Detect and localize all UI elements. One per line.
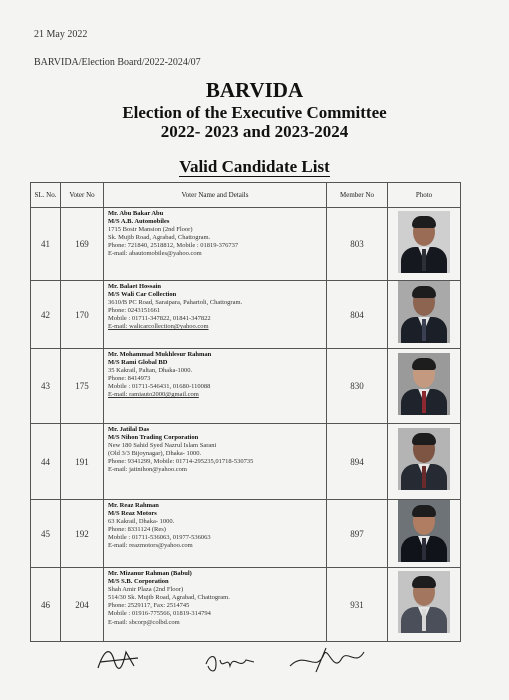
sl-no: 42 xyxy=(31,281,61,349)
company-name: M/S Nihon Trading Corporation xyxy=(108,434,199,442)
signature-1 xyxy=(90,640,150,676)
reference-number: BARVIDA/Election Board/2022-2024/07 xyxy=(34,57,201,68)
table-header-row xyxy=(31,183,461,208)
table-row xyxy=(31,208,461,281)
detail-line: Mobile : 01711-546431, 01680-110088 xyxy=(108,383,211,391)
photo-cell xyxy=(388,208,461,281)
election-title: Election of the Executive Committee xyxy=(122,103,387,122)
photo-cell xyxy=(388,281,461,349)
member-no: 804 xyxy=(327,281,388,349)
organization-title: BARVIDA xyxy=(205,78,304,102)
table-row xyxy=(31,281,461,349)
document-date: 21 May 2022 xyxy=(34,29,88,40)
detail-line: New 180 Sahid Syed Nazrul Islam Sarani xyxy=(108,442,217,450)
email-line: E-mail: jatinihon@yahoo.com xyxy=(108,466,187,474)
col-member-no: Member No xyxy=(327,183,388,208)
detail-line: Shah Amir Plaza (2nd Floor) xyxy=(108,586,184,594)
candidate-table xyxy=(30,182,461,642)
detail-line: Phone: 9341299, Mobile: 01714-295235,01718-530735 xyxy=(108,458,254,466)
company-name: M/S Wali Car Collection xyxy=(108,291,177,299)
candidate-name: Mr. Abu Bakar Abu xyxy=(108,210,164,217)
detail-line: (Old 3/3 Bijoynagar), Dhaka- 1000. xyxy=(108,450,202,458)
voter-no: 170 xyxy=(61,281,104,349)
col-voter-no: Voter No xyxy=(61,183,104,208)
voter-no: 191 xyxy=(61,424,104,500)
photo-cell xyxy=(388,349,461,424)
candidate-name: Mr. Jatilal Das xyxy=(108,426,150,433)
sl-no: 43 xyxy=(31,349,61,424)
sl-no: 45 xyxy=(31,500,61,568)
photo-cell xyxy=(388,500,461,568)
table-row xyxy=(31,424,461,500)
photo-cell xyxy=(388,424,461,500)
candidate-name: Mr. Reaz Rahman xyxy=(108,502,159,509)
voter-no: 204 xyxy=(61,568,104,642)
candidate-name: Mr. Mizanur Rahman (Babul) xyxy=(108,570,192,577)
company-name: M/S Reaz Motors xyxy=(108,510,157,518)
voter-no: 175 xyxy=(61,349,104,424)
detail-line: Mobile : 01711-536063, 01977-536063 xyxy=(108,534,211,542)
sl-no: 44 xyxy=(31,424,61,500)
detail-line: Phone: 8414973 xyxy=(108,375,151,383)
sl-no: 41 xyxy=(31,208,61,281)
election-years: 2022- 2023 and 2023-2024 xyxy=(160,122,349,141)
member-no: 803 xyxy=(327,208,388,281)
candidate-photo xyxy=(398,211,450,273)
email-line: E-mail: reazmotors@yahoo.com xyxy=(108,542,193,550)
company-name: M/S Rami Global BD xyxy=(108,359,168,367)
email-line: E-mail: sbcorp@colbd.com xyxy=(108,618,180,626)
voter-details xyxy=(104,500,327,568)
detail-line: Phone: 721840, 2518812, Mobile : 01819-376737 xyxy=(108,242,239,250)
list-title: Valid Candidate List xyxy=(179,157,330,176)
voter-details xyxy=(104,208,327,281)
member-no: 830 xyxy=(327,349,388,424)
signature-3 xyxy=(286,644,366,678)
col-photo: Photo xyxy=(388,183,461,208)
signature-2 xyxy=(200,646,260,676)
candidate-name: Mr. Balaet Hossain xyxy=(108,283,162,290)
candidate-photo xyxy=(398,281,450,343)
candidate-photo xyxy=(398,353,450,415)
table-row xyxy=(31,500,461,568)
detail-line: 1715 Bosir Mansion (2nd Floor) xyxy=(108,226,193,234)
member-no: 897 xyxy=(327,500,388,568)
voter-details xyxy=(104,281,327,349)
voter-details xyxy=(104,424,327,500)
voter-details xyxy=(104,349,327,424)
detail-line: Phone: 8331124 (Res) xyxy=(108,526,166,534)
voter-no: 169 xyxy=(61,208,104,281)
voter-details xyxy=(104,568,327,642)
col-sl: SL. No. xyxy=(31,183,61,208)
candidate-photo xyxy=(398,500,450,562)
table-row xyxy=(31,568,461,642)
detail-line: Phone: 2529117, Fax: 2514745 xyxy=(108,602,190,610)
detail-line: Mobile : 01916-775566, 01819-314794 xyxy=(108,610,211,618)
detail-line: Mobile : 01711-347822, 01841-347822 xyxy=(108,315,211,323)
email-line: E-mail: abautomobiles@yahoo.com xyxy=(108,250,202,258)
voter-no: 192 xyxy=(61,500,104,568)
member-no: 931 xyxy=(327,568,388,642)
candidate-name: Mr. Mohammad Mukhlesur Rahman xyxy=(108,351,212,358)
detail-line: Phone: 0243151661 xyxy=(108,307,161,315)
candidate-photo xyxy=(398,428,450,490)
detail-line: 63 Kakrail, Dhaka- 1000. xyxy=(108,518,175,526)
candidate-photo xyxy=(398,571,450,633)
table-row xyxy=(31,349,461,424)
email-line: E-mail: ramiauto2000@gmail.com xyxy=(108,391,199,399)
col-details: Voter Name and Details xyxy=(104,183,327,208)
company-name: M/S A.B. Automobiles xyxy=(108,218,170,226)
email-line: E-mail: walicarcollection@yahoo.com xyxy=(108,323,209,331)
detail-line: 3610/B PC Road, Saraipara, Pahartoli, Chattogram. xyxy=(108,299,243,307)
sl-no: 46 xyxy=(31,568,61,642)
detail-line: 35 Kakrail, Paltan, Dhaka-1000. xyxy=(108,367,193,375)
detail-line: 514/30 Sk. Mujib Road, Agrabad, Chattogram. xyxy=(108,594,230,602)
detail-line: Sk. Mujib Road, Agrabad, Chattogram. xyxy=(108,234,211,242)
member-no: 894 xyxy=(327,424,388,500)
company-name: M/S S.B. Corporation xyxy=(108,578,169,586)
photo-cell xyxy=(388,568,461,642)
